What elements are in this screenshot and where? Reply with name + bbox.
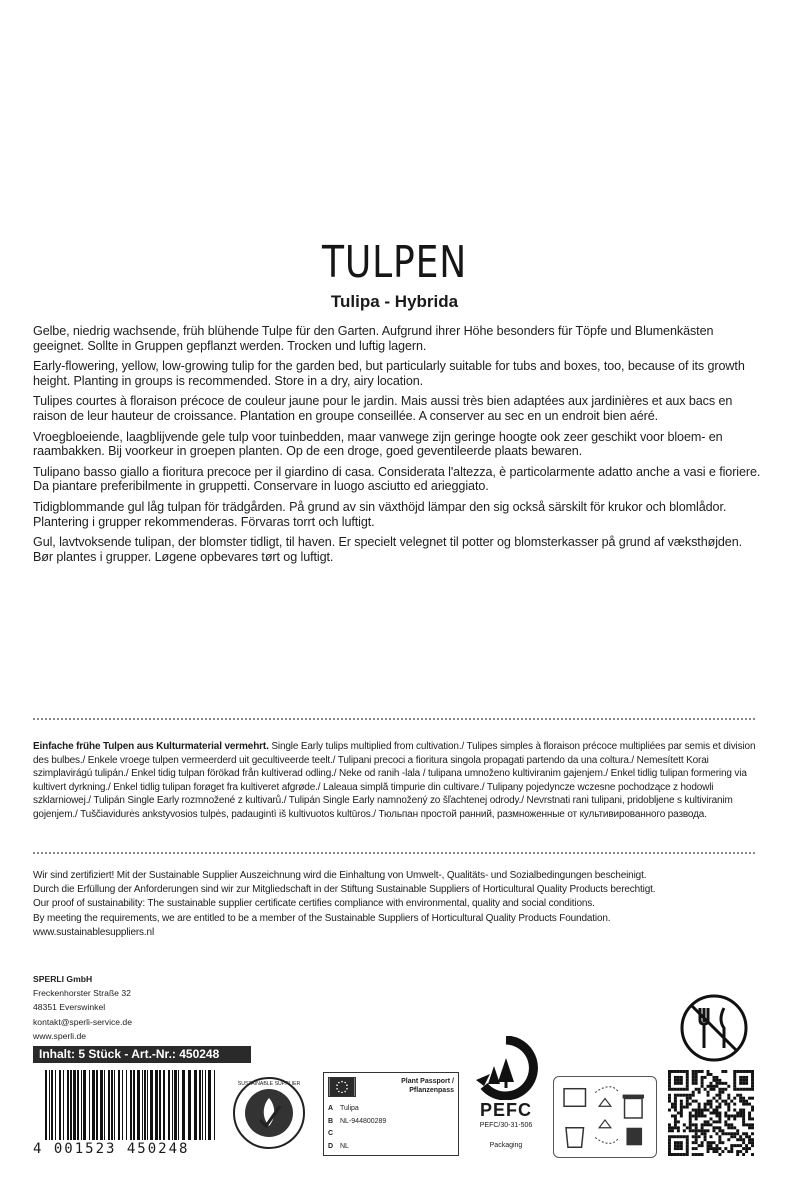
qr-code bbox=[668, 1070, 754, 1156]
sustain-badge-text: SUSTAINABLE SUPPLIER bbox=[237, 1081, 301, 1087]
no-food-icon bbox=[678, 992, 750, 1064]
passport-title-line: Pflanzenpass bbox=[409, 1087, 454, 1094]
cultivation-note-text: Single Early tulips multiplied from cultivation./ Tulipes simples à floraison précoce multipliées par semis et division des bulbes./ Enkele vroege tulpen vermeerderd uit gecultiveerde teelt./ Tulipani precoci a fioritura singola propagati partendo da una coltura./ Nemesített Korai szimplavirágú tulipán./ Enkel tidig tulpan förökad från kultiverad odling./ Neke od ranih -lala / tulipana umnoženo kultiviranim gajenjem./ Enkel tidlig tulipan formering via kultivert dyrkning./ Enkel tidlig tulipan forøget fra kultiveret afgrøde./ Laleaua simplă timpurie din cultivare./ Tulipany pojedyncze wczesne pochodzące z hodowli szklarniowej./ Tulipán Single Early rozmnožené z kultivarů./ Tulipán Single Early namnožený zo šľachtenej odrody./ Nevrstnati rani tulipani, pridobljene s kultiviranim gojenjem./ Tuščiavidurės ankstyvosios tulpės, padaugintì iš kultivuotos kultūros./ Тюльпан простой ранний, размноженные от культивированного развода. bbox=[33, 741, 756, 820]
passport-key: A bbox=[328, 1105, 334, 1112]
description-it: Tulipano basso giallo a fioritura precoce per il giardino di casa. Considerata l'altezza, è particolarmente adatto anche a vasi e fioriere. Da piantare preferibilmente in gruppetti. Conservare in luogo asciutto ed arieggiato. bbox=[33, 464, 761, 494]
address-email[interactable]: kontakt@sperli-service.de bbox=[33, 1016, 132, 1027]
recycling-icon bbox=[554, 1077, 656, 1157]
address-street: Freckenhorster Straße 32 bbox=[33, 988, 131, 999]
cert-line: Our proof of sustainability: The sustainable supplier certificate certifies compliance with environmental, quality and social conditions. bbox=[33, 898, 595, 910]
description-de: Gelbe, niedrig wachsende, früh blühende Tulpe für den Garten. Aufgrund ihrer Höhe besonders für Töpfe und Blumenkästen geeignet. Sollte in Gruppen gepflanzt werden. Trocken und luftig lagern. bbox=[33, 324, 714, 353]
cert-line: Wir sind zertifiziert! Mit der Sustainable Supplier Auszeichnung wird die Einhaltung von Umwelt-, Qualitäts- und Sozialbedingungen bescheinigt. bbox=[33, 870, 647, 881]
company-name: SPERLI GmbH bbox=[33, 974, 93, 984]
passport-row bbox=[328, 1141, 456, 1154]
cert-line: By meeting the requirements, we are entitled to be a member of the Sustainable Suppliers of Horticultural Quality Products Foundation. bbox=[33, 912, 611, 924]
certification-note bbox=[33, 869, 759, 940]
passport-key: D bbox=[328, 1142, 334, 1150]
pefc-name: PEFC bbox=[479, 1100, 532, 1120]
plant-passport bbox=[323, 1072, 459, 1156]
eu-flag-icon bbox=[328, 1077, 356, 1097]
pefc-logo bbox=[468, 1036, 544, 1100]
description-en: Early-flowering, yellow, low-growing tulip for the garden bed, but particularly suitable for tubs and boxes, too, because of its growth height. Planting in groups is recommended. Store in a dry, airy location. bbox=[33, 359, 745, 388]
cultivation-note-bold: Einfache frühe Tulpen aus Kulturmaterial vermehrt. bbox=[33, 741, 269, 752]
description-sv: Tidigblommande gul låg tulpan för trädgården. På grund av sin växthöjd lämpar den sig också särskilt för krukor och blomlådor. Plantering i grupper rekommenderas. Förvaras torrt och luftigt. bbox=[33, 499, 727, 529]
passport-row bbox=[328, 1103, 456, 1116]
divider-dotted bbox=[33, 852, 755, 854]
sustainable-supplier-logo bbox=[232, 1076, 306, 1150]
passport-title bbox=[401, 1077, 454, 1095]
passport-value: NL-944800289 bbox=[340, 1117, 387, 1125]
description-fr: Tulipes courtes à floraison précoce de couleur jaune pour le jardin. Mais aussi très bien adaptées aux jardinières et aux bacs en raison de leur hauteur de croissance. Plantation en groupe conseillée. A conserver au sec en un endroit bien aéré. bbox=[33, 394, 733, 423]
page-title: TULPEN bbox=[321, 237, 468, 288]
passport-title-line: Plant Passport / bbox=[401, 1078, 454, 1085]
address-web[interactable]: www.sperli.de bbox=[33, 1030, 87, 1041]
cultivation-note bbox=[33, 740, 759, 822]
passport-key: C bbox=[328, 1130, 334, 1137]
company-address bbox=[33, 972, 293, 1043]
pefc-code: PEFC/30-31-506 bbox=[479, 1122, 533, 1129]
barcode-number: 4 001523 450248 bbox=[33, 1140, 223, 1158]
passport-row bbox=[328, 1116, 456, 1129]
descriptions bbox=[33, 324, 763, 570]
recycling-info bbox=[553, 1076, 657, 1158]
passport-rows bbox=[328, 1103, 456, 1153]
divider-dotted bbox=[33, 718, 755, 720]
cert-line: Durch die Erfüllung der Anforderungen sind wir zur Mitgliedschaft in der Stiftung Sustainable Suppliers of Horticultural Quality Products berechtigt. bbox=[33, 884, 656, 896]
passport-key: B bbox=[328, 1117, 334, 1125]
content-article-box: Inhalt: 5 Stück - Art.-Nr.: 450248 bbox=[33, 1046, 251, 1063]
address-city: 48351 Everswinkel bbox=[33, 1002, 106, 1013]
passport-value: Tulipa bbox=[340, 1105, 359, 1112]
description-da: Gul, lavtvoksende tulipan, der blomster tidligt, til haven. Er specielt velegnet til potter og blomsterkasser på grund af væksthøjden. Bør plantes i grupper. Løgene opbevares tørt og luftigt. bbox=[33, 535, 743, 564]
description-nl: Vroegbloeiende, laagblijvende gele tulp voor tuinbedden, maar vanwege zijn geringe hoogte ook zeer geschikt voor bloem- en raambakken. Bij voorkeur in groepen planten. Op de een droge, goed geventileerde plaats bewaren. bbox=[33, 429, 723, 459]
passport-row bbox=[328, 1128, 456, 1141]
botanical-name: Tulipa - Hybrida bbox=[330, 292, 459, 311]
cert-link[interactable]: www.sustainablesuppliers.nl bbox=[33, 926, 155, 938]
pefc-packaging-label: Packaging bbox=[489, 1142, 523, 1149]
passport-value: NL bbox=[340, 1142, 349, 1150]
